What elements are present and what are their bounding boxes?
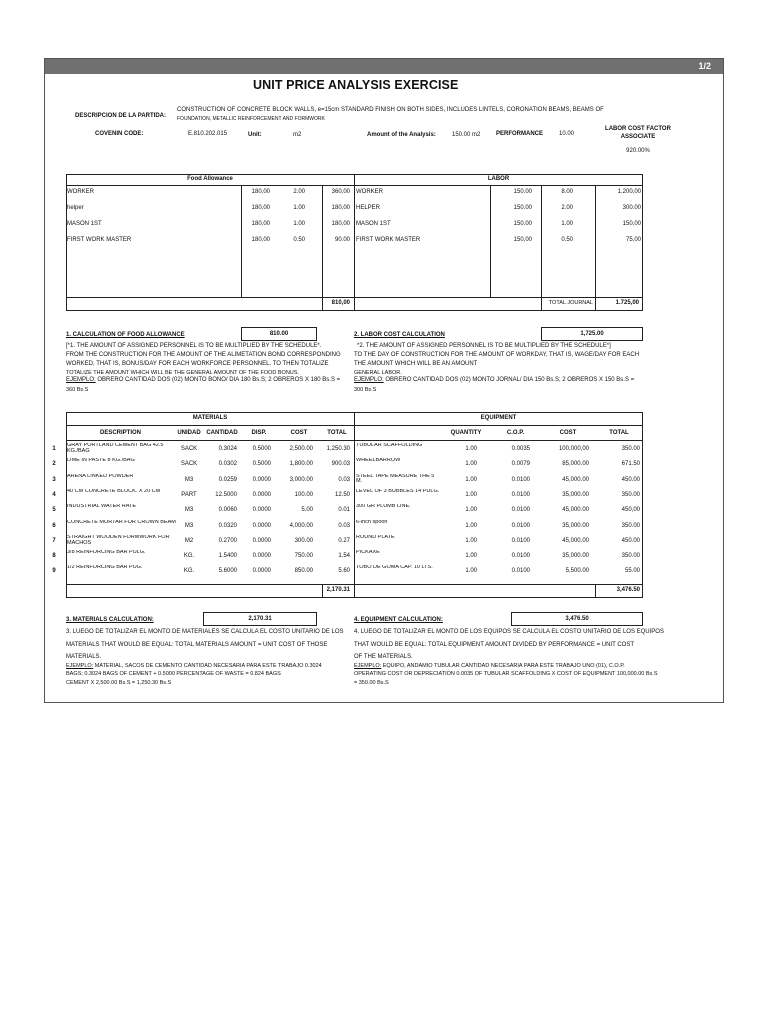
labor-total-label: TOTAL JOURNAL — [548, 300, 593, 306]
page-header-bar — [45, 59, 723, 74]
materials-row-total: 0.03 — [338, 476, 350, 483]
labor-row-rate: 150,00 — [513, 237, 532, 243]
materials-row-description: ARENA LINKED POWDER — [67, 473, 134, 479]
materials-row-number: 9 — [52, 568, 56, 575]
food-row-total: 90.00 — [334, 237, 350, 243]
materials-row-disp: 0.0000 — [252, 491, 271, 498]
food-total: 810,00 — [331, 300, 350, 306]
materials-row-description: LIME IN PASTE 8 KG./BAG — [67, 458, 135, 464]
labor-calc-text-4: GENERAL LABOR. — [354, 370, 402, 376]
equipment-row-cost: 35,000.00 — [562, 553, 589, 560]
covenin-value: E.810.202.015 — [188, 131, 228, 137]
labor-row-name: WORKER — [356, 189, 383, 195]
materials-row-total: 900.03 — [331, 461, 350, 468]
equipment-row-cop: 0.0100 — [511, 537, 530, 544]
materials-row-number: 1 — [52, 446, 56, 452]
equipment-row-cop: 0.0035 — [511, 446, 530, 452]
materials-row-disp: 0.0000 — [252, 507, 271, 514]
equipment-total: 3,476.50 — [616, 587, 640, 593]
equipment-calc-label: 4. EQUIPMENT CALCULATION: — [354, 617, 443, 623]
materials-row-unit: KG. — [183, 553, 195, 560]
labor-row-qty: 0.50 — [561, 237, 573, 243]
labor-factor-label-1: LABOR COST FACTOR — [605, 126, 671, 132]
document-page — [44, 58, 724, 703]
performance-label: PERFORMANCE — [496, 131, 544, 137]
materials-row-qty: 0.2700 — [218, 537, 237, 544]
equipment-row-description: TUBULAR SCAFFOLDING — [356, 443, 423, 448]
food-row-name: FIRST WORK MASTER — [67, 237, 132, 243]
materials-row-unit: KG. — [183, 568, 195, 575]
materials-row-description: 1/2 REINFORCING BAR PUG. — [67, 565, 143, 571]
labor-row-name: MASON 1ST — [356, 221, 391, 227]
materials-row-unit: M3 — [184, 507, 194, 514]
equipment-row-cop: 0.0100 — [511, 507, 530, 514]
labor-calc-value: 1,725.00 — [541, 327, 643, 341]
labor-row-total: 300.00 — [622, 205, 641, 211]
labor-calc-ejemplo-result: 300 Bs.S — [354, 387, 377, 393]
labor-calc-text-3: THE AMOUNT WHICH WILL BE AN AMOUNT — [354, 361, 478, 367]
materials-row-unit: M3 — [184, 476, 194, 483]
food-calc-ejemplo-result: 360 Bs.S — [66, 387, 89, 393]
materials-row-number: 7 — [52, 537, 56, 544]
equipment-header: EQUIPMENT — [480, 415, 517, 421]
amount-label: Amount of the Analysis: — [367, 132, 436, 138]
materials-row-qty: 12.5000 — [215, 491, 237, 498]
equipment-row-qty: 1.00 — [465, 537, 477, 544]
labor-calc-label: 2. LABOR COST CALCULATION — [354, 332, 445, 338]
equipment-row-cop: 0.0100 — [511, 568, 530, 575]
page-number: 1/2 — [698, 61, 711, 71]
food-row-total: 180,00 — [331, 221, 350, 227]
col-cost: COST — [290, 430, 308, 436]
materials-row-cost: 850.00 — [294, 568, 313, 575]
materials-row-description: 40 CM CONCRETE BLOCK. X 20 CM — [67, 488, 161, 494]
materials-row-qty: 0.0259 — [218, 476, 237, 483]
labor-row-qty: 1.00 — [561, 221, 573, 227]
equipment-row-qty: 1.00 — [465, 507, 477, 514]
materials-calc-ejemplo-2: BAGS; 0.3024 BAGS OF CEMENT + 0.5000 PERCENTAGE OF WASTE = 0.824 BAGS — [66, 671, 281, 677]
materials-row-number: 2 — [52, 461, 56, 468]
materials-row-total: 12.50 — [334, 491, 350, 498]
materials-row-cost: 3,000.00 — [289, 476, 313, 483]
materials-calc-label: 3. MATERIALS CALCULATION: — [66, 617, 154, 623]
materials-row-disp: 0.0000 — [252, 568, 271, 575]
food-row-name: WORKER — [67, 189, 94, 195]
materials-row-unit: PART — [181, 491, 197, 498]
equipment-calc-ejemplo-3: = 350.00 Bs.S — [354, 680, 389, 686]
labor-row-total: 150,00 — [622, 221, 641, 227]
materials-row-qty: 0.0302 — [218, 461, 237, 468]
unit-value: m2 — [293, 132, 302, 138]
materials-row-number: 4 — [52, 491, 56, 498]
materials-row-cost: 750.00 — [294, 553, 313, 560]
food-row-total: 180,00 — [331, 205, 350, 211]
labor-row-total: 1.200,00 — [617, 189, 641, 195]
equipment-row-qty: 1.00 — [465, 446, 477, 452]
materials-row-cost: 4,000.00 — [289, 522, 313, 529]
equipment-row-cost: 100,000,00 — [558, 446, 589, 452]
equipment-row-cop: 0.0100 — [511, 522, 530, 529]
materials-row-description: INDUSTRIAL WATER RATE — [67, 504, 137, 510]
food-row-rate: 180,00 — [251, 237, 270, 243]
food-row-rate: 180,00 — [251, 221, 270, 227]
equipment-row-total: 350.00 — [621, 553, 640, 560]
equipment-row-cop: 0.0100 — [511, 476, 530, 483]
col-cop: C.O.P. — [506, 430, 525, 436]
col-description: DESCRIPTION — [99, 430, 141, 436]
equipment-row-qty: 1.00 — [465, 461, 477, 468]
materials-row-qty: 1.5400 — [218, 553, 237, 560]
covenin-label: COVENIN CODE: — [95, 131, 144, 137]
equipment-row-cost: 5,500.00 — [565, 568, 589, 575]
food-calc-text-1: [*1. THE AMOUNT OF ASSIGNED PERSONNEL IS TO BE MULTIPLIED BY THE SCHEDULE*. — [66, 343, 322, 349]
materials-row-number: 6 — [52, 522, 56, 529]
col-unidad: UNIDAD — [177, 430, 201, 436]
equipment-row-cost: 45,000.00 — [562, 537, 589, 544]
equipment-row-description: 300 GR PLUMB LINE. — [356, 504, 411, 510]
materials-row-number: 5 — [52, 507, 56, 514]
equipment-row-qty: 1.00 — [465, 476, 477, 483]
materials-calc-text-2: MATERIALS THAT WOULD BE EQUAL: TOTAL MATERIALS AMOUNT = UNIT COST OF THOSE — [66, 642, 328, 648]
food-calc-value: 810.00 — [241, 327, 317, 341]
food-row-total: 360,00 — [331, 189, 350, 195]
food-calc-text-4: TOTALIZE THE AMOUNT WHICH WILL BE THE GENERAL AMOUNT OF THE FOOD BONUS. — [66, 370, 299, 376]
equipment-calc-text-2: THAT WOULD BE EQUAL: TOTAL EQUIPMENT AMOUNT DIVIDED BY PERFORMANCE = UNIT COST — [354, 642, 634, 648]
col-equip-cost: COST — [559, 430, 577, 436]
page-title: UNIT PRICE ANALYSIS EXERCISE — [253, 78, 459, 92]
materials-row-unit: SACK — [180, 446, 198, 452]
materials-row-disp: 0.5000 — [252, 446, 271, 452]
col-cantidad: CANTIDAD — [206, 430, 238, 436]
equipment-calc-value: 3,476.50 — [511, 612, 643, 626]
materials-row-total: 5.60 — [338, 568, 350, 575]
equipment-row-cost: 45,000.00 — [562, 476, 589, 483]
equipment-calc-ejemplo: EJEMPLO: EQUIPO, ANDAMIO TUBULAR CANTIDAD NECESARIA PARA ESTE TRABAJO UNO (01), C.O.P. — [354, 663, 625, 669]
amount-value: 150.00 m2 — [452, 132, 481, 138]
descripcion-label: DESCRIPCION DE LA PARTIDA: — [75, 113, 167, 119]
materials-row-qty: 0.0060 — [218, 507, 237, 514]
equipment-row-total: 350.00 — [621, 491, 640, 498]
labor-row-rate: 150.00 — [513, 221, 532, 227]
equipment-row-description: WHEELBARROW — [356, 458, 401, 464]
equipment-row-cop: 0.0079 — [511, 461, 530, 468]
equipment-row-cost: 35,000.00 — [562, 491, 589, 498]
materials-row-cost: 5.00 — [301, 507, 313, 514]
materials-row-qty: 0.3024 — [218, 446, 237, 452]
labor-row-rate: 150.00 — [513, 205, 532, 211]
labor-row-rate: 150.00 — [513, 189, 532, 195]
food-row-qty: 0.50 — [293, 237, 305, 243]
unit-label: Unit: — [248, 132, 262, 138]
food-calc-text-3: WORKED, THAT IS, BONUS/DAY FOR EACH WORKFORCE PERSONNEL. TO THEN TOTALIZE — [66, 361, 329, 367]
equipment-row-description: LEVEL OF 3 BUBBLES 14 PULG. — [356, 488, 440, 494]
materials-row-disp: 0.0000 — [252, 476, 271, 483]
equipment-row-total: 350.00 — [621, 522, 640, 529]
food-calc-ejemplo: EJEMPLO: OBRERO CANTIDAD DOS (02) MONTO BONO/ DIA 180 Bs.S; 2 OBREROS X 180 Bs.S = — [66, 377, 341, 383]
materials-row-total: 0.27 — [338, 537, 350, 544]
materials-row-disp: 0.0000 — [252, 522, 271, 529]
col-quantity: QUANTITY — [450, 430, 482, 436]
equipment-row-description: STEEL TAPE MEASURE THE 5 M. — [356, 473, 435, 485]
food-row-qty: 2.00 — [293, 189, 305, 195]
labor-calc-text-2: TO THE DAY OF CONSTRUCTION FOR THE AMOUNT OF WORKDAY, THAT IS, WAGE/DAY FOR EACH — [354, 352, 640, 358]
labor-row-qty: 2.00 — [561, 205, 573, 211]
materials-row-disp: 0.0000 — [252, 553, 271, 560]
equipment-row-qty: 1.00 — [465, 522, 477, 529]
equipment-row-total: 450.00 — [621, 537, 640, 544]
equipment-row-description: TOBO DE GOMA CAP. 10 LTS. — [356, 565, 433, 571]
food-row-qty: 1.00 — [293, 205, 305, 211]
equipment-row-cop: 0.0100 — [511, 491, 530, 498]
equipment-row-total: 350.00 — [621, 446, 640, 452]
materials-row-number: 8 — [52, 553, 56, 560]
materials-row-description: STRAIGHT WOODEN FORMWORK FOR MACHOS — [67, 534, 170, 546]
equipment-row-description: PICKAXE — [356, 550, 380, 556]
labor-total: 1.725,00 — [615, 300, 639, 306]
equipment-row-cost: 85,000.00 — [562, 461, 589, 468]
materials-row-cost: 2,500.00 — [289, 446, 313, 452]
materials-total: 2,170.31 — [326, 587, 350, 593]
materials-calc-value: 2,170.31 — [203, 612, 317, 626]
materials-header: MATERIALS — [192, 415, 228, 421]
food-row-rate: 180,00 — [251, 205, 270, 211]
labor-row-total: 75,00 — [625, 237, 641, 243]
equipment-calc-ejemplo-2: OPERATING COST OR DEPRECIATION 0.0035 OF TUBULAR SCAFFOLDING X COST OF EQUIPMENT 100,000.00 Bs.S — [354, 671, 658, 677]
col-disp: DISP. — [251, 430, 267, 436]
materials-row-number: 3 — [52, 476, 56, 483]
equipment-row-description: ROUND PLATE — [356, 534, 395, 540]
materials-row-total: 0.01 — [338, 507, 350, 514]
food-calc-label: 1. CALCULATION OF FOOD ALLOWANCE — [66, 332, 185, 338]
materials-row-cost: 100.00 — [294, 491, 313, 498]
food-row-qty: 1.00 — [293, 221, 305, 227]
performance-value: 10.00 — [559, 131, 575, 137]
equipment-row-description: 6-inch spoon — [356, 519, 388, 525]
materials-row-cost: 300.00 — [294, 537, 313, 544]
materials-row-disp: 0.0000 — [252, 537, 271, 544]
equipment-row-cost: 35,000.00 — [562, 522, 589, 529]
equipment-row-qty: 1.00 — [465, 568, 477, 575]
materials-calc-text-3: MATERIALS. — [66, 654, 102, 660]
col-equip-total: TOTAL — [609, 430, 629, 436]
equipment-row-qty: 1.00 — [465, 491, 477, 498]
materials-row-description: GRAY PORTLAND CEMENT BAG 42.5 KG./BAG — [67, 443, 164, 454]
equipment-row-total: 450.00 — [621, 476, 640, 483]
equipment-calc-text-1: 4. LUEGO DE TOTALIZAR EL MONTO DE LOS EQUIPOS SE CALCULA EL COSTO UNITARIO DE LOS EQUIPOS — [354, 629, 664, 635]
food-row-name: helper — [67, 205, 84, 211]
labor-factor-value: 920.00% — [626, 148, 650, 154]
materials-calc-ejemplo-3: CEMENT X 2,500.00 Bs.S = 1,250.30 Bs.S — [66, 680, 172, 686]
equipment-row-total: 55.00 — [624, 568, 640, 575]
equipment-row-total: 450,00 — [621, 507, 640, 514]
materials-row-unit: SACK — [180, 461, 198, 468]
materials-row-total: 0.03 — [338, 522, 350, 529]
materials-row-cost: 1,800.00 — [289, 461, 313, 468]
food-row-name: MASON 1ST — [67, 221, 102, 227]
col-total: TOTAL — [327, 430, 347, 436]
materials-row-unit: M3 — [184, 522, 194, 529]
materials-row-description: CONCRETE MORTAR FOR CROWN BEAM — [67, 519, 176, 525]
materials-row-qty: 0.0320 — [218, 522, 237, 529]
equipment-calc-text-3: OF THE MATERIALS. — [354, 654, 413, 660]
food-row-rate: 180,00 — [251, 189, 270, 195]
food-calc-text-2: FROM THE CONSTRUCTION FOR THE AMOUNT OF THE ALIMETATION BOND CORRESPONDING — [66, 352, 341, 358]
materials-row-qty: 5.6000 — [218, 568, 237, 575]
equipment-row-total: 671.50 — [621, 461, 640, 468]
materials-row-total: 1.54 — [338, 553, 350, 560]
descripcion-line2: FOUNDATION, METALLIC REINFORCEMENT AND FORMWORK — [177, 116, 325, 122]
labor-row-name: FIRST WORK MASTER — [356, 237, 421, 243]
materials-calc-text-1: 3. LUEGO DE TOTALIZAR EL MONTO DE MATERIALES SE CALCULA EL COSTO UNITARIO DE LOS — [66, 629, 344, 635]
equipment-row-cost: 45,000.00 — [562, 507, 589, 514]
labor-row-name: HELPER — [356, 205, 381, 211]
descripcion-line1: CONSTRUCTION OF CONCRETE BLOCK WALLS, e=15cm STANDARD FINISH ON BOTH SIDES, INCLUDES LINTELS, CORONATION BEAMS, BEAMS OF — [177, 107, 604, 113]
labor-row-qty: 8.00 — [561, 189, 573, 195]
materials-row-disp: 0.5000 — [252, 461, 271, 468]
materials-row-description: 3/8 REINFORCING BAR PULG. — [67, 550, 146, 556]
labor-factor-label-2: ASSOCIATE — [620, 134, 656, 140]
materials-row-unit: M2 — [184, 537, 194, 544]
materials-row-total: 1,250.30 — [326, 446, 350, 452]
labor-calc-ejemplo: EJEMPLO: OBRERO CANTIDAD DOS (02) MONTO JORNAL/ DIA 150 Bs.S; 2 OBREROS X 150 Bs.S = — [354, 377, 635, 383]
materials-calc-ejemplo: EJEMPLO: MATERIAL, SACOS DE CEMENTO CANTIDAD NECESARIA PARA ESTE TRABAJO 0.3024 — [66, 663, 322, 669]
equipment-row-qty: 1.00 — [465, 553, 477, 560]
equipment-row-cop: 0.0100 — [511, 553, 530, 560]
labor-header: LABOR — [487, 176, 510, 182]
food-allowance-header: Food Allowance — [187, 176, 233, 182]
labor-calc-text-1: *2. THE AMOUNT OF ASSIGNED PERSONNEL IS TO BE MULTIPLIED BY THE SCHEDULE*] — [357, 343, 611, 349]
